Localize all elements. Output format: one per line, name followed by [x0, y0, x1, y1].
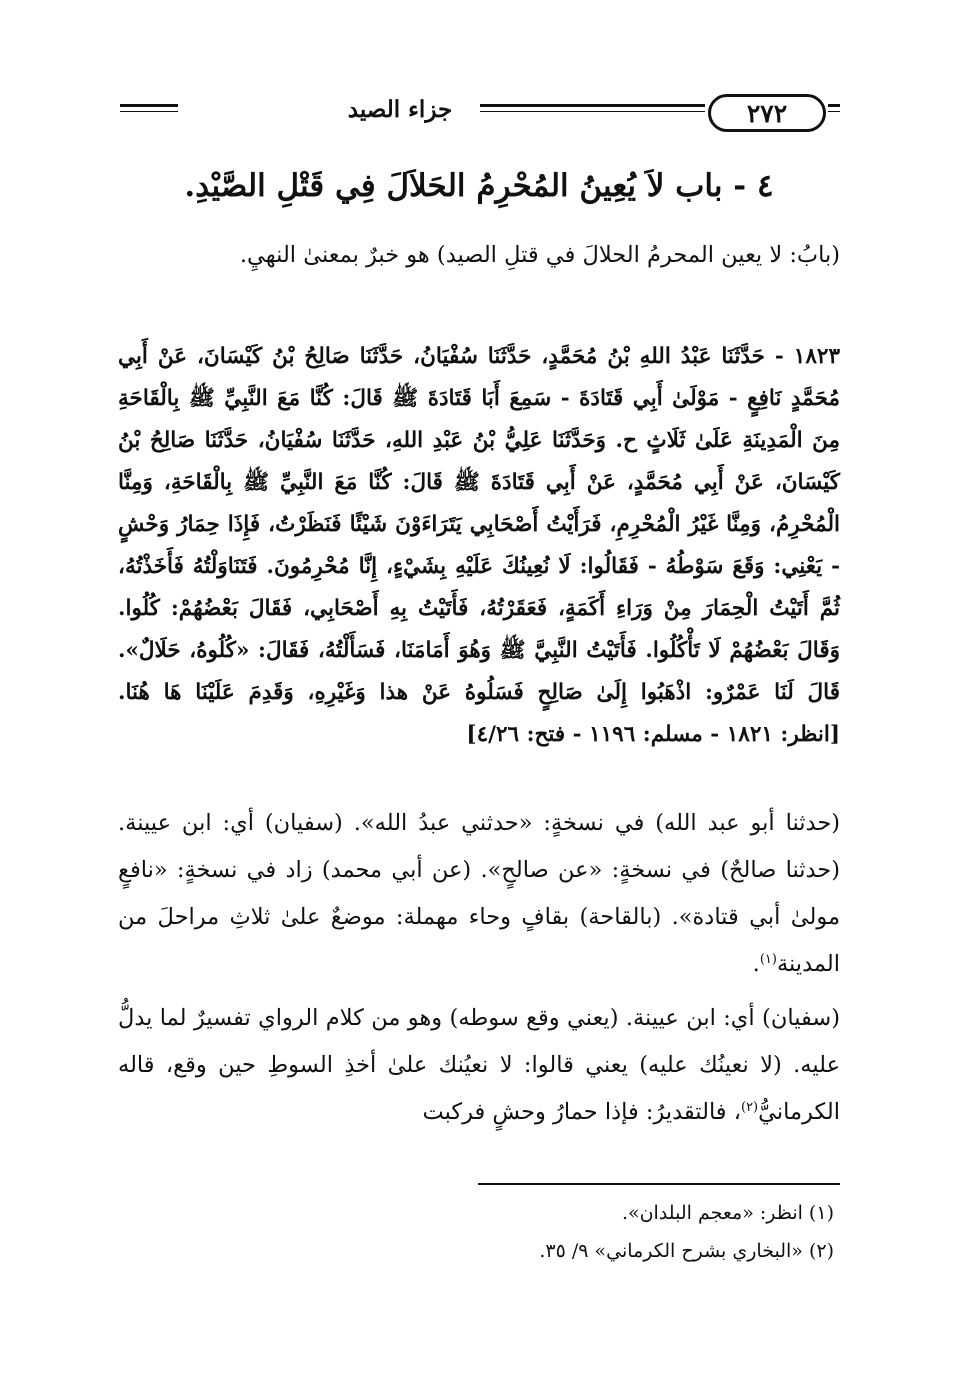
footnote-mark: (٢) [740, 1100, 759, 1115]
commentary-block [118, 995, 840, 1136]
page-number: ٢٧٢ [708, 94, 826, 132]
hadith-block [118, 336, 840, 756]
hadith-reference: [انظر: ١٨٢١ - مسلم: ١١٩٦ - فتح: ٤/٢٦] [466, 722, 840, 747]
header-rule [480, 111, 705, 112]
header-rule [828, 111, 840, 112]
commentary-block [118, 232, 840, 279]
hadith-body: ١٨٢٣ - حَدَّثَنَا عَبْدُ اللهِ بْنُ مُحَمَّدٍ، حَدَّثَنَا سُفْيَانُ، حَدَّثَنَا صَالِحُ بْنُ كَيْسَانَ، عَنْ أَبِي مُحَمَّدٍ نَافِعٍ - مَوْلَىٰ أَبِي قَتَادَةَ - سَمِعَ أَبَا قَتَادَةَ ﷺ قَالَ: كُنَّا مَعَ النَّبِيِّ ﷺ بِالْقَاحَةِ مِنَ الْمَدِينَةِ عَلَىٰ ثَلَاثٍ ح. وَحَدَّثَنَا عَلِيُّ بْنُ عَبْدِ اللهِ، حَدَّثَنَا سُفْيَانُ، حَدَّثَنَا صَالِحُ بْنُ كَيْسَانَ، عَنْ أَبِي مُحَمَّدٍ، عَنْ أَبِي قَتَادَةَ ﷺ قَالَ: كُنَّا مَعَ النَّبِيِّ ﷺ بِالْقَاحَةِ، وَمِنَّا الْمُحْرِمُ، وَمِنَّا غَيْرُ الْمُحْرِمِ، فَرَأَيْتُ أَصْحَابِي يَتَرَاءَوْنَ شَيْئًا فَنَظَرْتُ، فَإِذَا حِمَارُ وَحْشٍ - يَعْنِي: وَقَعَ سَوْطُهُ - فَقَالُوا: لَا نُعِينُكَ عَلَيْهِ بِشَيْءٍ، إِنَّا مُحْرِمُونَ. فَتَنَاوَلْتُهُ فَأَخَذْتُهُ، ثُمَّ أَتَيْتُ الْحِمَارَ مِنْ وَرَاءِ أَكَمَةٍ، فَعَقَرْتُهُ، فَأَتَيْتُ بِهِ أَصْحَابِي، فَقَالَ بَعْضُهُمْ: كُلُوا. وَقَالَ بَعْضُهُمْ لَا تَأْكُلُوا. فَأَتَيْتُ النَّبِيَّ ﷺ وَهُوَ أَمَامَنَا، فَسَأَلْتُهُ، فَقَالَ: «كُلُوهُ، حَلَالٌ». قَالَ لَنَا عَمْرٌو: اذْهَبُوا إِلَىٰ صَالِحٍ فَسَلُوهُ عَنْ هذا وَغَيْرِهِ، وَقَدِمَ عَلَيْنَا هَا هُنَا. [118, 344, 841, 705]
footnote-mark: (١) [759, 952, 777, 967]
running-title: جزاء الصيد [347, 96, 453, 123]
commentary-block [118, 800, 840, 988]
chapter-title: ٤ - باب لاَ يُعِينُ المُحْرِمُ الحَلاَلَ فِي قَتْلِ الصَّيْدِ. [184, 168, 774, 204]
commentary-text: ، فالتقديرُ: فإذا حمارُ وحشٍ فركبت [422, 1099, 741, 1125]
header-rule [480, 104, 705, 107]
hadith-text [118, 336, 840, 756]
header-rule [120, 111, 178, 112]
commentary-paragraph [118, 995, 840, 1136]
footnote: (٢) «البخاري بشرح الكرماني» ٩/ ٣٥. [539, 1240, 834, 1262]
footnote: (١) انظر: «معجم البلدان». [621, 1202, 834, 1224]
commentary-text: (سفيان) أي: ابن عيينة. (يعني وقع سوطه) وهو من كلام الرواي تفسيرٌ لما يدلُّ عليه. (لا نعينُك عليه) يعني قالوا: لا نعيُنك علىٰ أخذِ السوطِ حين وقع، قاله الكرمانيُّ [118, 1005, 840, 1125]
footnote-separator [478, 1183, 840, 1185]
running-header [120, 92, 840, 136]
commentary-text: . [752, 951, 760, 977]
header-rule [828, 104, 840, 107]
footnotes [118, 1194, 840, 1270]
header-rule [120, 104, 178, 107]
commentary-text: (حدثنا أبو عبد الله) في نسخةٍ: «حدثني عبدُ الله». (سفيان) أي: ابن عيينة. (حدثنا صالحٌ) في نسخةٍ: «عن صالحٍ». (عن أبي محمد) زاد في نسخةٍ: «نافعٍ مولىٰ أبي قتادة». (بالقاحة) بقافٍ وحاء مهملة: موضعٌ علىٰ ثلاثِ مراحلَ من المدينة [118, 810, 840, 977]
commentary-paragraph: (بابُ: لا يعين المحرمُ الحلالَ في قتلِ الصيد) هو خبرٌ بمعنىٰ النهيِ. [239, 242, 840, 268]
commentary-paragraph [118, 800, 840, 988]
